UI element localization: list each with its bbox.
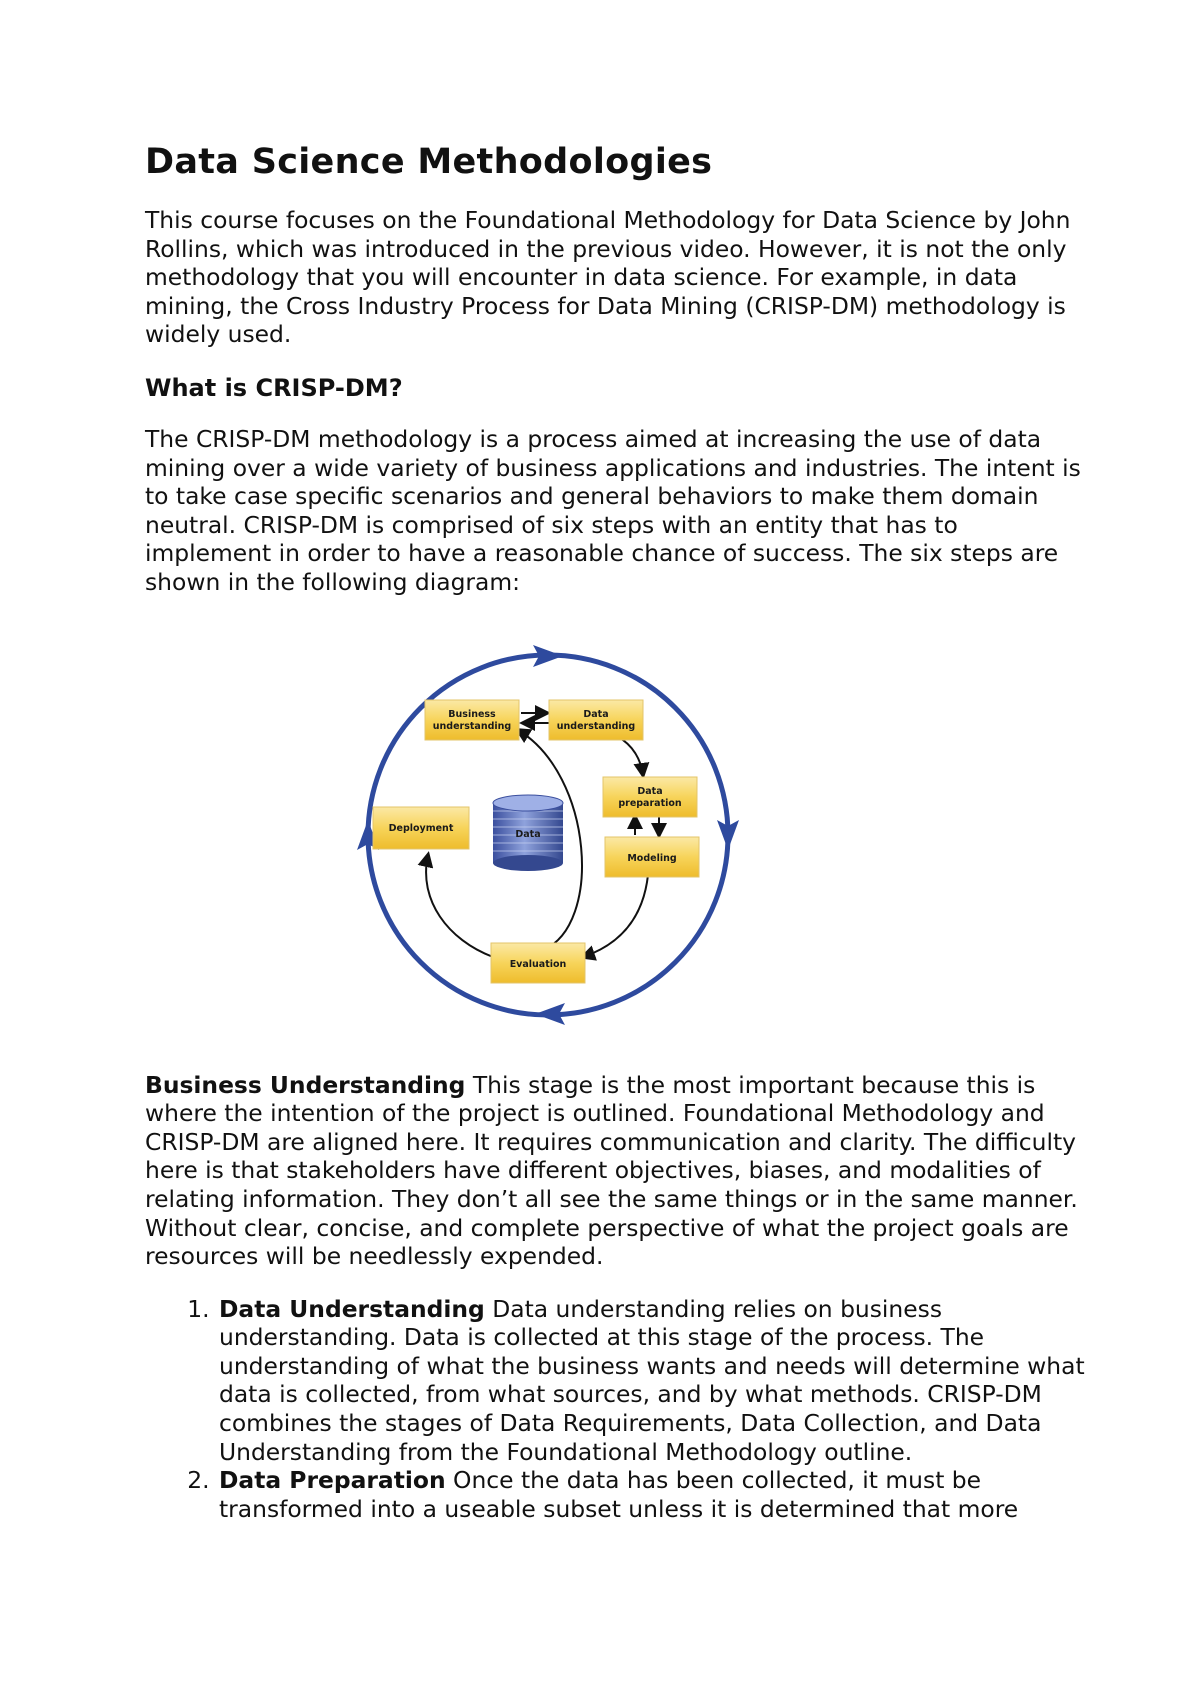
section-heading: What is CRISP-DM?: [145, 373, 403, 402]
data-store-label: Data: [515, 828, 541, 840]
step-term: Data Understanding: [219, 1294, 485, 1323]
data-preparation-label-2: preparation: [618, 797, 682, 809]
modeling-label: Modeling: [627, 852, 677, 864]
evaluation-label: Evaluation: [509, 958, 567, 970]
steps-list: [145, 1295, 1085, 1524]
business-understanding-label-1: Business: [448, 708, 496, 720]
evaluation-box: [491, 943, 585, 983]
list-item: [217, 1466, 1085, 1523]
step-text: Data understanding relies on business understanding. Data is collected at this stage of the process. The understanding of what the business wants and needs will determine what data is collected, from what sources, and by what methods. CRISP-DM combines the stages of Data Requirements, Data Collection, and Data Understanding from the Foundational Methodology outline.: [219, 1294, 1085, 1466]
business-understanding-term: Business Understanding: [145, 1070, 466, 1099]
data-preparation-box: [603, 777, 697, 817]
crisp-dm-diagram: [353, 635, 753, 1035]
step-term: Data Preparation: [219, 1466, 446, 1495]
page-title: Data Science Methodologies: [145, 142, 713, 182]
business-understanding-paragraph: [145, 1071, 1085, 1271]
data-preparation-label-1: Data: [637, 785, 663, 797]
evaluation-to-deployment-arrow: [426, 855, 493, 957]
intro-paragraph: This course focuses on the Foundational Methodology for Data Science by John Rollins, which was introduced in the previous video. However, it is not the only methodology that you will encounter in data science. For example, in data mining, the Cross Industry Process for Data Mining (CRISP-DM) methodology is widely used.: [145, 206, 1071, 349]
crisp-paragraph: The CRISP-DM methodology is a process aimed at increasing the use of data mining over a wide variety of business applications and industries. The intent is to take case specific scenarios and general behaviors to make them domain neutral. CRISP-DM is comprised of six steps with an entity that has to implement in order to have a reasonable chance of success. The six steps are shown in the following diagram:: [145, 424, 1081, 596]
deployment-label: Deployment: [388, 822, 454, 834]
list-item: [217, 1295, 1085, 1467]
business-understanding-label-2: understanding: [432, 720, 512, 732]
modeling-box: [605, 837, 699, 877]
document-content: [145, 140, 1085, 1523]
data-understanding-label-2: understanding: [556, 720, 636, 732]
data-understanding-box: [549, 700, 643, 740]
deployment-box: [373, 807, 469, 849]
data-understanding-label-1: Data: [583, 708, 609, 720]
data-understanding-to-preparation-arrow: [618, 737, 643, 775]
business-understanding-box: [425, 700, 519, 740]
data-store-cylinder: [493, 795, 563, 871]
step-text: Once the data has been collected, it must be transformed into a useable subset unless it is determined that more: [219, 1466, 1019, 1523]
business-understanding-text: This stage is the most important because this is where the intention of the project is outlined. Foundational Methodology and CRISP-DM are aligned here. It requires communication and clarity. The difficulty here is that stakeholders have different objectives, biases, and modalities of relating information. They don’t all see the same things or in the same manner. Without clear, concise, and complete perspective of what the project goals are resources will be needlessly expended.: [145, 1070, 1078, 1271]
modeling-to-evaluation-arrow: [583, 875, 648, 957]
crisp-dm-diagram-container: [145, 615, 1085, 1055]
